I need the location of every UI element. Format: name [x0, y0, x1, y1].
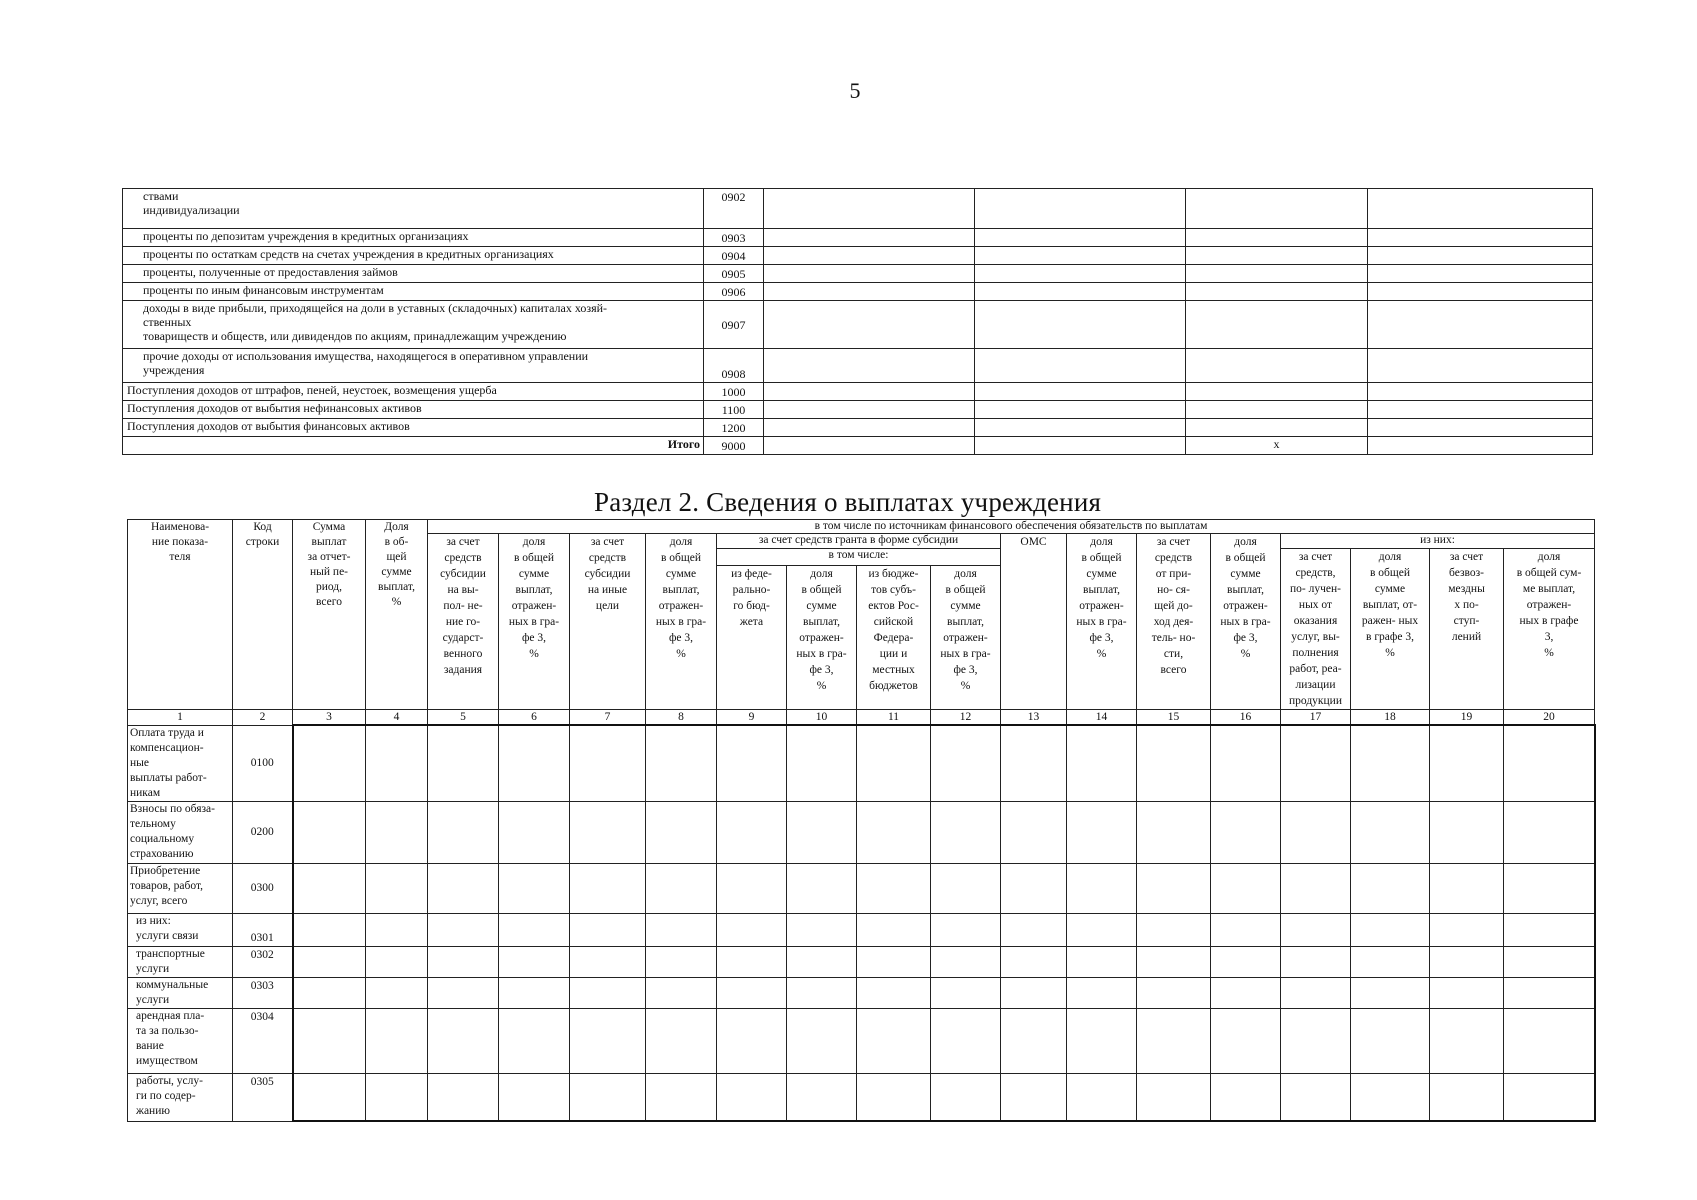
payment-value-cell [1281, 1073, 1351, 1121]
payment-value-cell [1351, 977, 1430, 1008]
payment-value-cell [857, 1008, 931, 1073]
payment-value-cell [1281, 1008, 1351, 1073]
payment-value-cell [293, 913, 366, 946]
payment-value-cell [1504, 1073, 1595, 1121]
payment-value-cell [1351, 1008, 1430, 1073]
payment-value-cell [1067, 977, 1137, 1008]
income-value-cell [975, 401, 1186, 419]
payment-value-cell [1504, 801, 1595, 863]
payment-row-name: работы, услу- ги по содер- жанию [128, 1073, 233, 1121]
total-x-mark: x [1186, 437, 1368, 455]
payment-value-cell [499, 801, 570, 863]
payment-row [128, 725, 1595, 801]
payment-value-cell [1211, 1073, 1281, 1121]
hdr-c12: доля в общей сумме выплат, отражен- ных в гра- фе 3, % [931, 565, 1001, 709]
column-number: 12 [931, 710, 1001, 726]
payment-value-cell [717, 801, 787, 863]
payment-value-cell [428, 977, 499, 1008]
payment-row-code: 0303 [233, 977, 293, 1008]
payment-row-code: 0200 [233, 801, 293, 863]
income-value-cell [764, 401, 975, 419]
hdr-group-of-them: из них: [1281, 534, 1595, 549]
payment-value-cell [857, 1073, 931, 1121]
payment-value-cell [787, 913, 857, 946]
hdr-c11: из бюдже- тов субъ- ектов Рос- сийской Федера- ции и местных бюджетов [857, 565, 931, 709]
income-value-cell [975, 229, 1186, 247]
payment-row-name: коммунальные услуги [128, 977, 233, 1008]
income-value-cell [1368, 419, 1593, 437]
income-value-cell [1368, 189, 1593, 229]
hdr-c7: за счет средств субсидии на иные цели [570, 534, 646, 710]
payment-value-cell [1281, 801, 1351, 863]
payment-value-cell [1211, 863, 1281, 913]
hdr-name: Наименова- ние показа- теля [128, 520, 233, 710]
payment-row-name: транспортные услуги [128, 946, 233, 977]
payment-value-cell [787, 1073, 857, 1121]
column-number: 5 [428, 710, 499, 726]
income-row [123, 265, 1593, 283]
payment-value-cell [1430, 913, 1504, 946]
payment-value-cell [787, 725, 857, 801]
income-row [123, 283, 1593, 301]
income-value-cell [764, 301, 975, 349]
payment-value-cell [1211, 913, 1281, 946]
column-number: 11 [857, 710, 931, 726]
payment-value-cell [1504, 913, 1595, 946]
total-label: Итого [123, 437, 704, 455]
payment-value-cell [570, 725, 646, 801]
payment-row [128, 977, 1595, 1008]
payment-value-cell [428, 913, 499, 946]
income-value-cell [975, 419, 1186, 437]
income-value-cell [764, 419, 975, 437]
income-value-cell [1368, 301, 1593, 349]
income-row-name: доходы в виде прибыли, приходящейся на доли в уставных (складочных) капиталах хозяй- ственных товариществ и обществ, или дивидендов по акциям, принадлежащим учреждению [123, 301, 704, 349]
column-number: 14 [1067, 710, 1137, 726]
column-number: 3 [293, 710, 366, 726]
payment-value-cell [570, 1073, 646, 1121]
payment-value-cell [1001, 913, 1067, 946]
payment-value-cell [366, 863, 428, 913]
payment-value-cell [1430, 725, 1504, 801]
payment-value-cell [1137, 1008, 1211, 1073]
column-number: 19 [1430, 710, 1504, 726]
payment-value-cell [366, 1073, 428, 1121]
payment-row-name: Взносы по обяза- тельному социальному страхованию [128, 801, 233, 863]
payment-value-cell [857, 913, 931, 946]
payment-value-cell [1430, 946, 1504, 977]
hdr-c13: ОМС [1001, 534, 1067, 710]
income-value-cell [975, 301, 1186, 349]
payments-table [127, 519, 1596, 1122]
income-value-cell [975, 383, 1186, 401]
income-value-cell [1186, 229, 1368, 247]
income-row [123, 189, 1593, 229]
income-row [123, 383, 1593, 401]
payment-value-cell [570, 1008, 646, 1073]
hdr-group-grant: за счет средств гранта в форме субсидии [717, 534, 1001, 549]
hdr-group-incl: в том числе: [717, 549, 1001, 566]
column-number: 1 [128, 710, 233, 726]
hdr-code: Код строки [233, 520, 293, 710]
income-row-name: Поступления доходов от выбытия нефинансовых активов [123, 401, 704, 419]
income-value-cell [1186, 401, 1368, 419]
total-code: 9000 [704, 437, 764, 455]
income-table [122, 188, 1593, 455]
payment-value-cell [1001, 725, 1067, 801]
payment-value-cell [787, 1008, 857, 1073]
payment-value-cell [717, 913, 787, 946]
payment-value-cell [717, 1073, 787, 1121]
column-number: 20 [1504, 710, 1595, 726]
payment-value-cell [1001, 1008, 1067, 1073]
column-number: 4 [366, 710, 428, 726]
payment-value-cell [293, 1008, 366, 1073]
payment-value-cell [646, 801, 717, 863]
hdr-group-sources: в том числе по источникам финансового обеспечения обязательств по выплатам [428, 520, 1595, 534]
income-row-code: 0904 [704, 247, 764, 265]
payment-row [128, 1073, 1595, 1121]
hdr-c20: доля в общей сум- ме выплат, отражен- ных в графе 3, % [1504, 549, 1595, 710]
payment-value-cell [1351, 801, 1430, 863]
payment-value-cell [857, 946, 931, 977]
hdr-sum: Сумма выплат за отчет- ный пе- риод, всего [293, 520, 366, 710]
income-value-cell [1368, 383, 1593, 401]
income-row-code: 0905 [704, 265, 764, 283]
payment-row-name: Оплата труда и компенсацион- ные выплаты работ- никам [128, 725, 233, 801]
payment-value-cell [1001, 863, 1067, 913]
hdr-c14: доля в общей сумме выплат, отражен- ных в гра- фе 3, % [1067, 534, 1137, 710]
payment-value-cell [1281, 863, 1351, 913]
payment-row-code: 0305 [233, 1073, 293, 1121]
column-number: 8 [646, 710, 717, 726]
payment-value-cell [1430, 863, 1504, 913]
income-row [123, 349, 1593, 383]
income-row-code: 1200 [704, 419, 764, 437]
payment-value-cell [366, 946, 428, 977]
income-value-cell [764, 283, 975, 301]
income-value-cell [1368, 247, 1593, 265]
payment-row-name: из них: услуги связи [128, 913, 233, 946]
payment-value-cell [717, 725, 787, 801]
column-number: 2 [233, 710, 293, 726]
payment-value-cell [1211, 725, 1281, 801]
income-row-name: проценты по иным финансовым инструментам [123, 283, 704, 301]
payment-value-cell [931, 801, 1001, 863]
payment-value-cell [499, 725, 570, 801]
income-value-cell [1368, 437, 1593, 455]
payment-row-code: 0301 [233, 913, 293, 946]
payment-value-cell [1001, 801, 1067, 863]
income-row-name: проценты, полученные от предоставления займов [123, 265, 704, 283]
payment-value-cell [1137, 1073, 1211, 1121]
income-row [123, 301, 1593, 349]
payment-value-cell [1351, 913, 1430, 946]
income-row-name: Поступления доходов от выбытия финансовых активов [123, 419, 704, 437]
income-value-cell [1186, 301, 1368, 349]
payment-value-cell [293, 1073, 366, 1121]
income-value-cell [764, 437, 975, 455]
income-value-cell [1186, 189, 1368, 229]
payment-row-name: Приобретение товаров, работ, услуг, всего [128, 863, 233, 913]
payment-value-cell [1281, 725, 1351, 801]
payment-value-cell [646, 946, 717, 977]
hdr-c9: из феде- рально- го бюд- жета [717, 565, 787, 709]
income-value-cell [1368, 265, 1593, 283]
income-value-cell [764, 229, 975, 247]
payment-value-cell [1504, 946, 1595, 977]
income-value-cell [975, 283, 1186, 301]
column-number: 18 [1351, 710, 1430, 726]
payment-value-cell [857, 801, 931, 863]
payment-value-cell [1351, 863, 1430, 913]
payment-value-cell [570, 977, 646, 1008]
payment-value-cell [428, 725, 499, 801]
income-row-name: ствами индивидуализации [123, 189, 704, 229]
payment-value-cell [428, 1073, 499, 1121]
payment-value-cell [931, 946, 1001, 977]
payment-value-cell [931, 863, 1001, 913]
payment-value-cell [366, 801, 428, 863]
payment-value-cell [1001, 977, 1067, 1008]
payment-value-cell [717, 977, 787, 1008]
income-row-code: 0906 [704, 283, 764, 301]
payment-value-cell [1211, 801, 1281, 863]
income-row-code: 1000 [704, 383, 764, 401]
income-value-cell [1186, 419, 1368, 437]
payment-value-cell [857, 725, 931, 801]
payment-row-code: 0300 [233, 863, 293, 913]
income-row-name: проценты по депозитам учреждения в кредитных организациях [123, 229, 704, 247]
payment-value-cell [1137, 913, 1211, 946]
income-value-cell [764, 349, 975, 383]
income-value-cell [1368, 283, 1593, 301]
column-number: 15 [1137, 710, 1211, 726]
income-row [123, 247, 1593, 265]
page-number: 5 [849, 78, 861, 103]
payment-value-cell [646, 1073, 717, 1121]
payment-value-cell [428, 801, 499, 863]
payment-value-cell [499, 1073, 570, 1121]
income-value-cell [975, 349, 1186, 383]
payment-row [128, 801, 1595, 863]
income-value-cell [764, 383, 975, 401]
payment-value-cell [1351, 946, 1430, 977]
hdr-c17: за счет средств, по- лучен- ных от оказания услуг, вы- полнения работ, реа- лизации продукции [1281, 549, 1351, 710]
income-value-cell [764, 189, 975, 229]
payment-row [128, 863, 1595, 913]
payment-value-cell [1137, 801, 1211, 863]
income-value-cell [975, 437, 1186, 455]
payment-value-cell [1001, 1073, 1067, 1121]
payment-value-cell [1137, 946, 1211, 977]
income-row-name: прочие доходы от использования имущества, находящегося в оперативном управлении учреждения [123, 349, 704, 383]
payment-value-cell [570, 946, 646, 977]
payment-value-cell [1137, 977, 1211, 1008]
income-row [123, 419, 1593, 437]
payment-value-cell [931, 977, 1001, 1008]
payment-value-cell [1067, 1073, 1137, 1121]
income-value-cell [1186, 283, 1368, 301]
payment-value-cell [1067, 1008, 1137, 1073]
income-value-cell [975, 247, 1186, 265]
column-number: 17 [1281, 710, 1351, 726]
payment-value-cell [499, 1008, 570, 1073]
payment-value-cell [1430, 1073, 1504, 1121]
payment-value-cell [499, 946, 570, 977]
payment-value-cell [1067, 863, 1137, 913]
payment-value-cell [1211, 1008, 1281, 1073]
hdr-c19: за счет безвоз- мездны х по- ступ- лений [1430, 549, 1504, 710]
income-row [123, 401, 1593, 419]
payment-value-cell [570, 913, 646, 946]
payment-value-cell [1281, 977, 1351, 1008]
payment-value-cell [428, 946, 499, 977]
income-value-cell [1186, 247, 1368, 265]
payment-value-cell [1430, 801, 1504, 863]
income-value-cell [1368, 349, 1593, 383]
hdr-c16: доля в общей сумме выплат, отражен- ных в гра- фе 3, % [1211, 534, 1281, 710]
payment-value-cell [1430, 977, 1504, 1008]
section-2-title: Раздел 2. Сведения о выплатах учреждения [594, 487, 1102, 517]
payment-value-cell [1351, 725, 1430, 801]
payment-value-cell [1067, 801, 1137, 863]
payment-value-cell [1211, 946, 1281, 977]
payment-value-cell [1067, 725, 1137, 801]
hdr-share: Доля в об- щей сумме выплат, % [366, 520, 428, 710]
payment-row-name: арендная пла- та за пользо- вание имуществом [128, 1008, 233, 1073]
payment-value-cell [646, 863, 717, 913]
income-value-cell [1186, 383, 1368, 401]
column-number: 7 [570, 710, 646, 726]
payment-value-cell [366, 1008, 428, 1073]
payment-value-cell [646, 725, 717, 801]
payment-value-cell [931, 1008, 1001, 1073]
payment-value-cell [1504, 1008, 1595, 1073]
income-row [123, 229, 1593, 247]
payment-value-cell [1351, 1073, 1430, 1121]
payment-value-cell [1001, 946, 1067, 977]
payment-value-cell [366, 725, 428, 801]
payment-row [128, 913, 1595, 946]
payment-value-cell [499, 863, 570, 913]
payment-value-cell [570, 801, 646, 863]
income-value-cell [975, 189, 1186, 229]
payment-value-cell [428, 1008, 499, 1073]
payment-value-cell [499, 913, 570, 946]
income-row-code: 0908 [704, 349, 764, 383]
payment-value-cell [1281, 946, 1351, 977]
payment-value-cell [857, 977, 931, 1008]
income-value-cell [764, 247, 975, 265]
income-row-name: Поступления доходов от штрафов, пеней, неустоек, возмещения ущерба [123, 383, 704, 401]
payment-row-code: 0302 [233, 946, 293, 977]
column-number: 9 [717, 710, 787, 726]
income-value-cell [1368, 229, 1593, 247]
income-value-cell [1186, 265, 1368, 283]
payment-value-cell [787, 801, 857, 863]
income-row-code: 0903 [704, 229, 764, 247]
payment-value-cell [366, 913, 428, 946]
payment-value-cell [787, 946, 857, 977]
payment-value-cell [428, 863, 499, 913]
payment-row [128, 946, 1595, 977]
hdr-c5: за счет средств субсидии на вы- пол- не- ние го- сударст- венного задания [428, 534, 499, 710]
income-row-code: 1100 [704, 401, 764, 419]
hdr-c10: доля в общей сумме выплат, отражен- ных в гра- фе 3, % [787, 565, 857, 709]
income-row-code: 0902 [704, 189, 764, 229]
payment-value-cell [717, 1008, 787, 1073]
payment-value-cell [1281, 913, 1351, 946]
payment-value-cell [1504, 725, 1595, 801]
payment-value-cell [646, 977, 717, 1008]
payment-value-cell [499, 977, 570, 1008]
column-number: 10 [787, 710, 857, 726]
income-value-cell [764, 265, 975, 283]
payment-value-cell [857, 863, 931, 913]
payment-value-cell [293, 863, 366, 913]
income-row-code: 0907 [704, 301, 764, 349]
payment-value-cell [1504, 977, 1595, 1008]
payment-value-cell [293, 946, 366, 977]
income-value-cell [975, 265, 1186, 283]
payment-value-cell [787, 977, 857, 1008]
payment-value-cell [1067, 913, 1137, 946]
column-number: 13 [1001, 710, 1067, 726]
payment-value-cell [717, 863, 787, 913]
income-value-cell [1368, 401, 1593, 419]
hdr-c15: за счет средств от при- но- ся- щей до- ход дея- тель- но- сти, всего [1137, 534, 1211, 710]
hdr-c18: доля в общей сумме выплат, от- ражен- ных в графе 3, % [1351, 549, 1430, 710]
hdr-c6: доля в общей сумме выплат, отражен- ных в гра- фе 3, % [499, 534, 570, 710]
payment-value-cell [646, 1008, 717, 1073]
payment-value-cell [717, 946, 787, 977]
income-total-row [123, 437, 1593, 455]
payment-value-cell [366, 977, 428, 1008]
payment-value-cell [1067, 946, 1137, 977]
payment-value-cell [1504, 863, 1595, 913]
income-value-cell [1186, 349, 1368, 383]
column-number: 16 [1211, 710, 1281, 726]
payment-value-cell [1211, 977, 1281, 1008]
payment-row-code: 0100 [233, 725, 293, 801]
payment-value-cell [570, 863, 646, 913]
payment-value-cell [293, 977, 366, 1008]
income-row-name: проценты по остаткам средств на счетах учреждения в кредитных организациях [123, 247, 704, 265]
payment-row [128, 1008, 1595, 1073]
payment-row-code: 0304 [233, 1008, 293, 1073]
payment-value-cell [931, 913, 1001, 946]
payment-value-cell [1137, 863, 1211, 913]
payment-value-cell [293, 801, 366, 863]
payment-value-cell [646, 913, 717, 946]
payment-value-cell [931, 725, 1001, 801]
payment-value-cell [1430, 1008, 1504, 1073]
payment-value-cell [293, 725, 366, 801]
hdr-c8: доля в общей сумме выплат, отражен- ных в гра- фе 3, % [646, 534, 717, 710]
payment-value-cell [1137, 725, 1211, 801]
column-number: 6 [499, 710, 570, 726]
payment-value-cell [931, 1073, 1001, 1121]
payment-value-cell [787, 863, 857, 913]
